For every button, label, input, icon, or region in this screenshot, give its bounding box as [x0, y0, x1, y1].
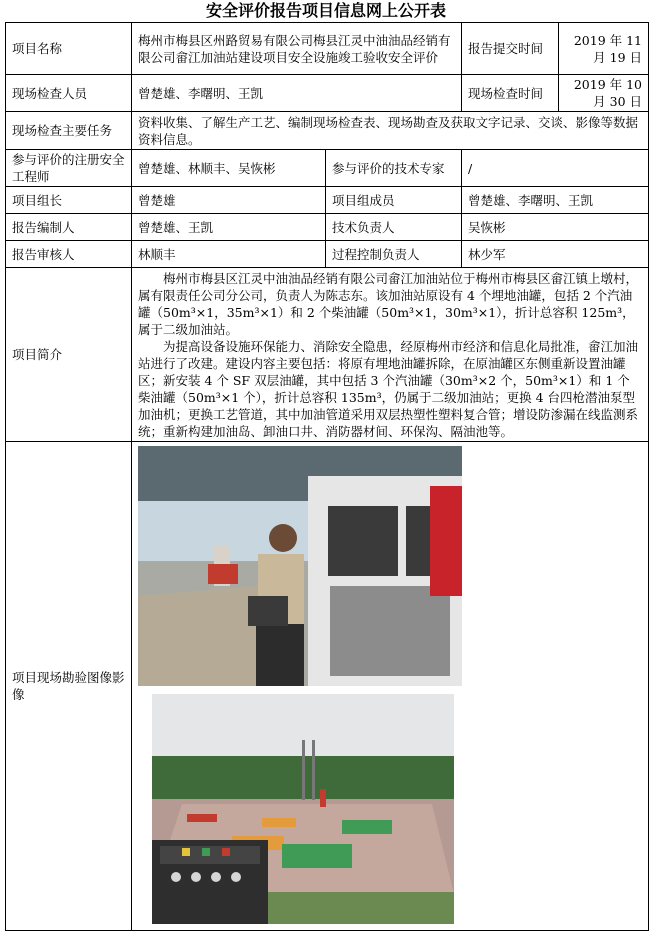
intro-value: [132, 268, 649, 442]
site-photo-dispenser: [138, 446, 462, 686]
engineers-value: 曾楚雄、林顺丰、吴恢彬: [132, 150, 326, 187]
inspectors-value: 曾楚雄、李曙明、王凯: [132, 75, 462, 112]
author-label: 报告编制人: [6, 214, 132, 241]
project-name-value: 梅州市梅县区州路贸易有限公司梅县江灵中油油品经销有限公司畲江加油站建设项目安全设施竣工验收安全评价: [132, 23, 462, 75]
inspect-date-value: 2019 年 10 月 30 日: [559, 75, 649, 112]
inspectors-label: 现场检查人员: [6, 75, 132, 112]
intro-paragraph-2: 为提高设备设施环保能力、消除安全隐患，经原梅州市经济和信息化局批准，畲江加油站进行了改建。建设内容主要包括：将原有埋地油罐拆除，在原油罐区东侧重新设置油罐区；新安装 4 个 SF 双层油罐，其中包括 3 个汽油罐（30m³×2 个，50m³×1）和 1 个柴油罐（50m³×1 个），折计总容积 135m³，仍属于二级加油站；更换 4 台四枪潜油泵型加油机；更换工艺管道，其中加油管道采用双层热塑性塑料复合管；增设防渗漏在线监测系统；重新构建加油岛、卸油口井、消防器材间、环保沟、隔油池等。: [138, 338, 639, 439]
intro-label: 项目简介: [6, 268, 132, 442]
tasks-label: 现场检查主要任务: [6, 112, 132, 150]
photos-cell: [132, 442, 649, 931]
reviewer-value: 林顺丰: [132, 241, 326, 268]
intro-paragraph-1: 梅州市梅县区江灵中油油品经销有限公司畲江加油站位于梅州市梅县区畲江镇上墩村，属有限责任公司分公司，负责人为陈志东。该加油站原设有 4 个埋地油罐，包括 2 个汽油罐（50m³×1，35m³×1）和 2 个柴油罐（50m³×1，30m³×1），折计总容积 125m³，属于二级加油站。: [138, 270, 639, 337]
expert-value: /: [462, 150, 649, 187]
members-label: 项目组成员: [326, 187, 462, 214]
engineers-label: 参与评价的注册安全工程师: [6, 150, 132, 187]
page-title: 安全评价报告项目信息网上公开表: [205, 1, 446, 20]
submit-date-value: 2019 年 11 月 19 日: [559, 23, 649, 75]
project-name-label: 项目名称: [6, 23, 132, 75]
leader-value: 曾楚雄: [132, 187, 326, 214]
members-value: 曾楚雄、李曙明、王凯: [462, 187, 649, 214]
leader-label: 项目组长: [6, 187, 132, 214]
expert-label: 参与评价的技术专家: [326, 150, 462, 187]
process-label: 过程控制负责人: [326, 241, 462, 268]
tech-value: 吴恢彬: [462, 214, 649, 241]
tasks-value: 资料收集、了解生产工艺、编制现场检查表、现场勘查及获取文字记录、交谈、影像等数据资料信息。: [132, 112, 649, 150]
author-value: 曾楚雄、王凯: [132, 214, 326, 241]
photos-label: 项目现场勘验图像影像: [6, 442, 132, 931]
info-table: [5, 22, 649, 931]
site-photo-tank-area: [152, 694, 454, 924]
process-value: 林少军: [462, 241, 649, 268]
submit-date-label: 报告提交时间: [462, 23, 559, 75]
inspect-date-label: 现场检查时间: [462, 75, 559, 112]
reviewer-label: 报告审核人: [6, 241, 132, 268]
tech-label: 技术负责人: [326, 214, 462, 241]
